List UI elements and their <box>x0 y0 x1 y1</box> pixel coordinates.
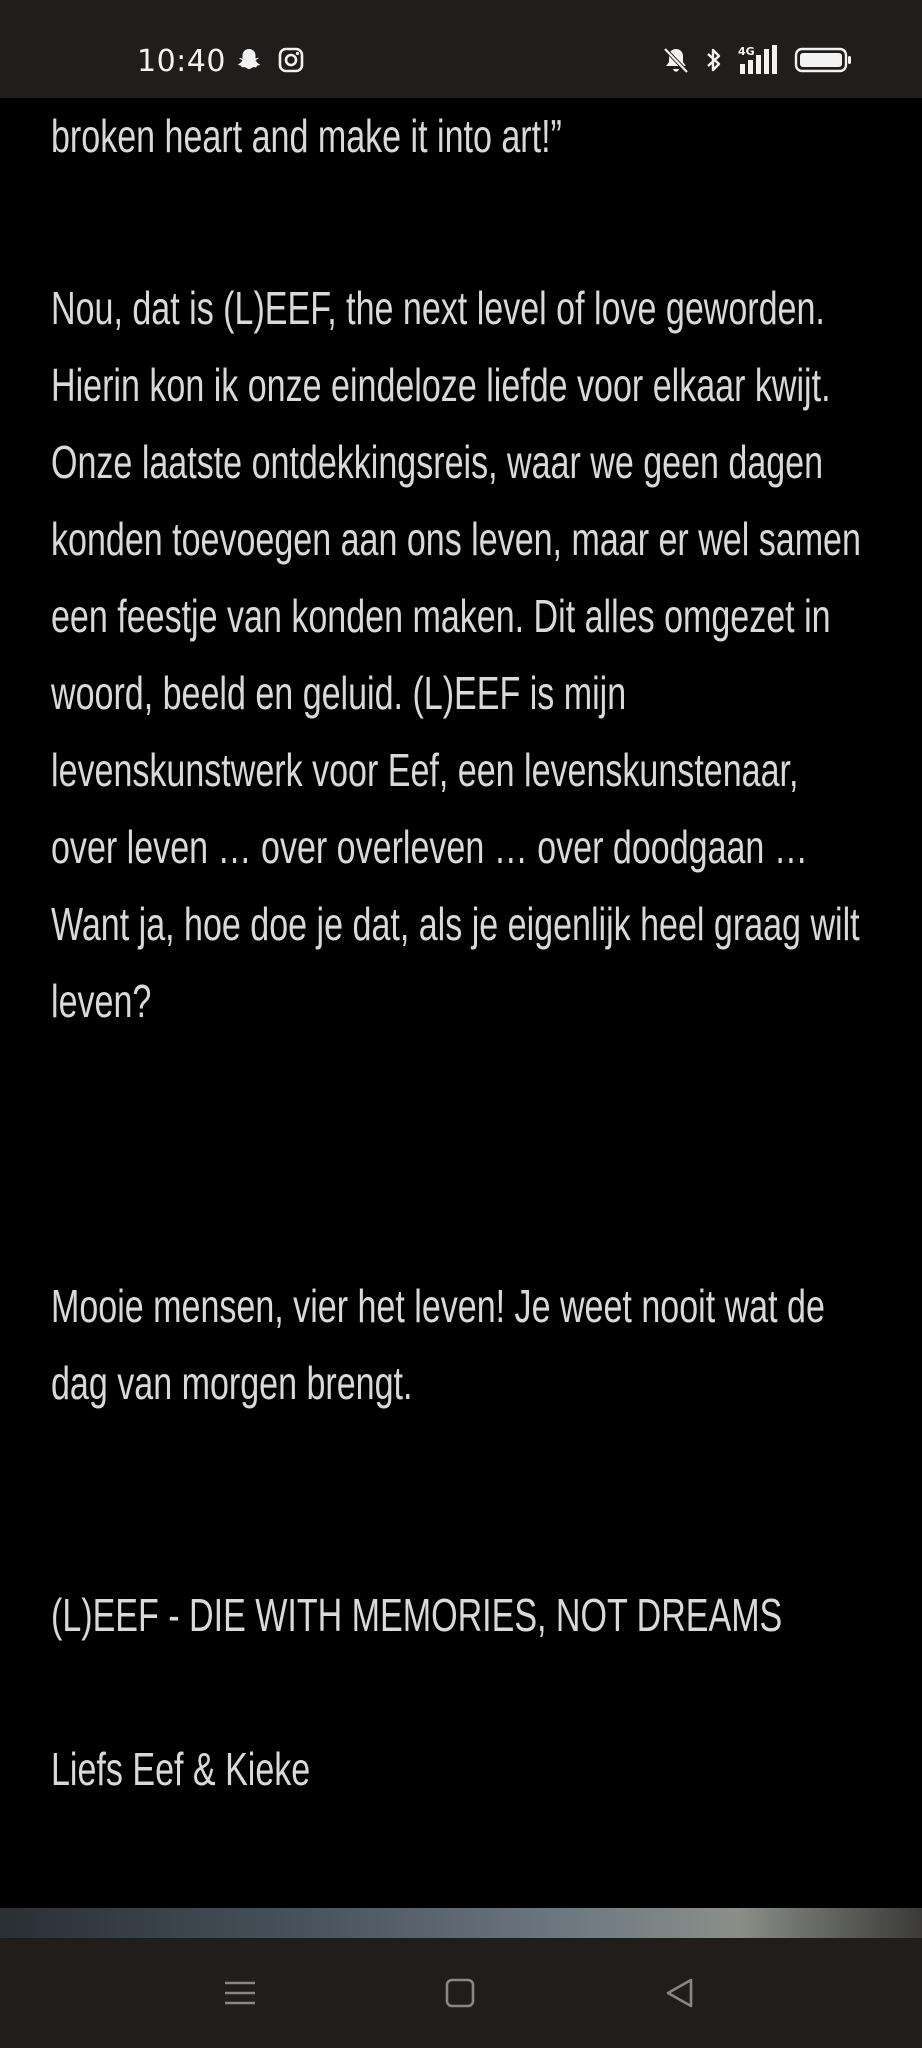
system-navigation-bar <box>0 1938 922 2048</box>
bell-muted-icon <box>662 45 690 75</box>
status-bar <box>0 0 922 98</box>
footer-image-preview <box>0 1908 922 1938</box>
signal-4g-icon <box>738 44 780 76</box>
instagram-icon <box>277 46 305 74</box>
home-button[interactable] <box>435 1968 485 2018</box>
menu-button[interactable] <box>215 1968 265 2018</box>
status-app-icons <box>235 46 305 74</box>
battery-icon <box>794 46 852 74</box>
signature-motto: (L)EEF - DIE WITH MEMORIES, NOT DREAMS <box>51 1589 783 1641</box>
article-paragraph-main: Nou, dat is (L)EEF, the next level of love geworden. Hierin kon ik onze eindeloze liefde voor elkaar kwijt. Onze laatste ontdekkingsreis, waar we geen dagen konden toevoegen aan ons leven, maar er wel samen een feestje van konden maken. Dit alles omgezet in woord, beeld en geluid. (L)EEF is mijn levenskunstwerk voor Eef, een levenskunstenaar, over leven … over overleven … over doodgaan … Want ja, hoe doe je dat, als je eigenlijk heel graag wilt leven? <box>51 282 861 1027</box>
signature-names: Liefs Eef & Kieke <box>51 1743 311 1795</box>
back-icon <box>663 1976 695 2010</box>
menu-icon <box>223 1978 257 2008</box>
status-system-icons <box>662 44 852 76</box>
snapchat-icon <box>235 46 263 74</box>
svg-text:4G: 4G <box>738 45 755 58</box>
back-button[interactable] <box>654 1968 704 2018</box>
article-paragraph-closing: Mooie mensen, vier het leven! Je weet nooit wat de dag van morgen brengt. <box>51 1280 825 1409</box>
article-paragraph-intro-end: broken heart and make it into art!” <box>51 110 562 162</box>
home-icon <box>444 1977 476 2009</box>
article-content <box>51 98 871 1908</box>
article-signature <box>51 1500 871 1885</box>
bluetooth-icon <box>704 45 724 75</box>
status-time: 10:40 <box>137 44 226 79</box>
